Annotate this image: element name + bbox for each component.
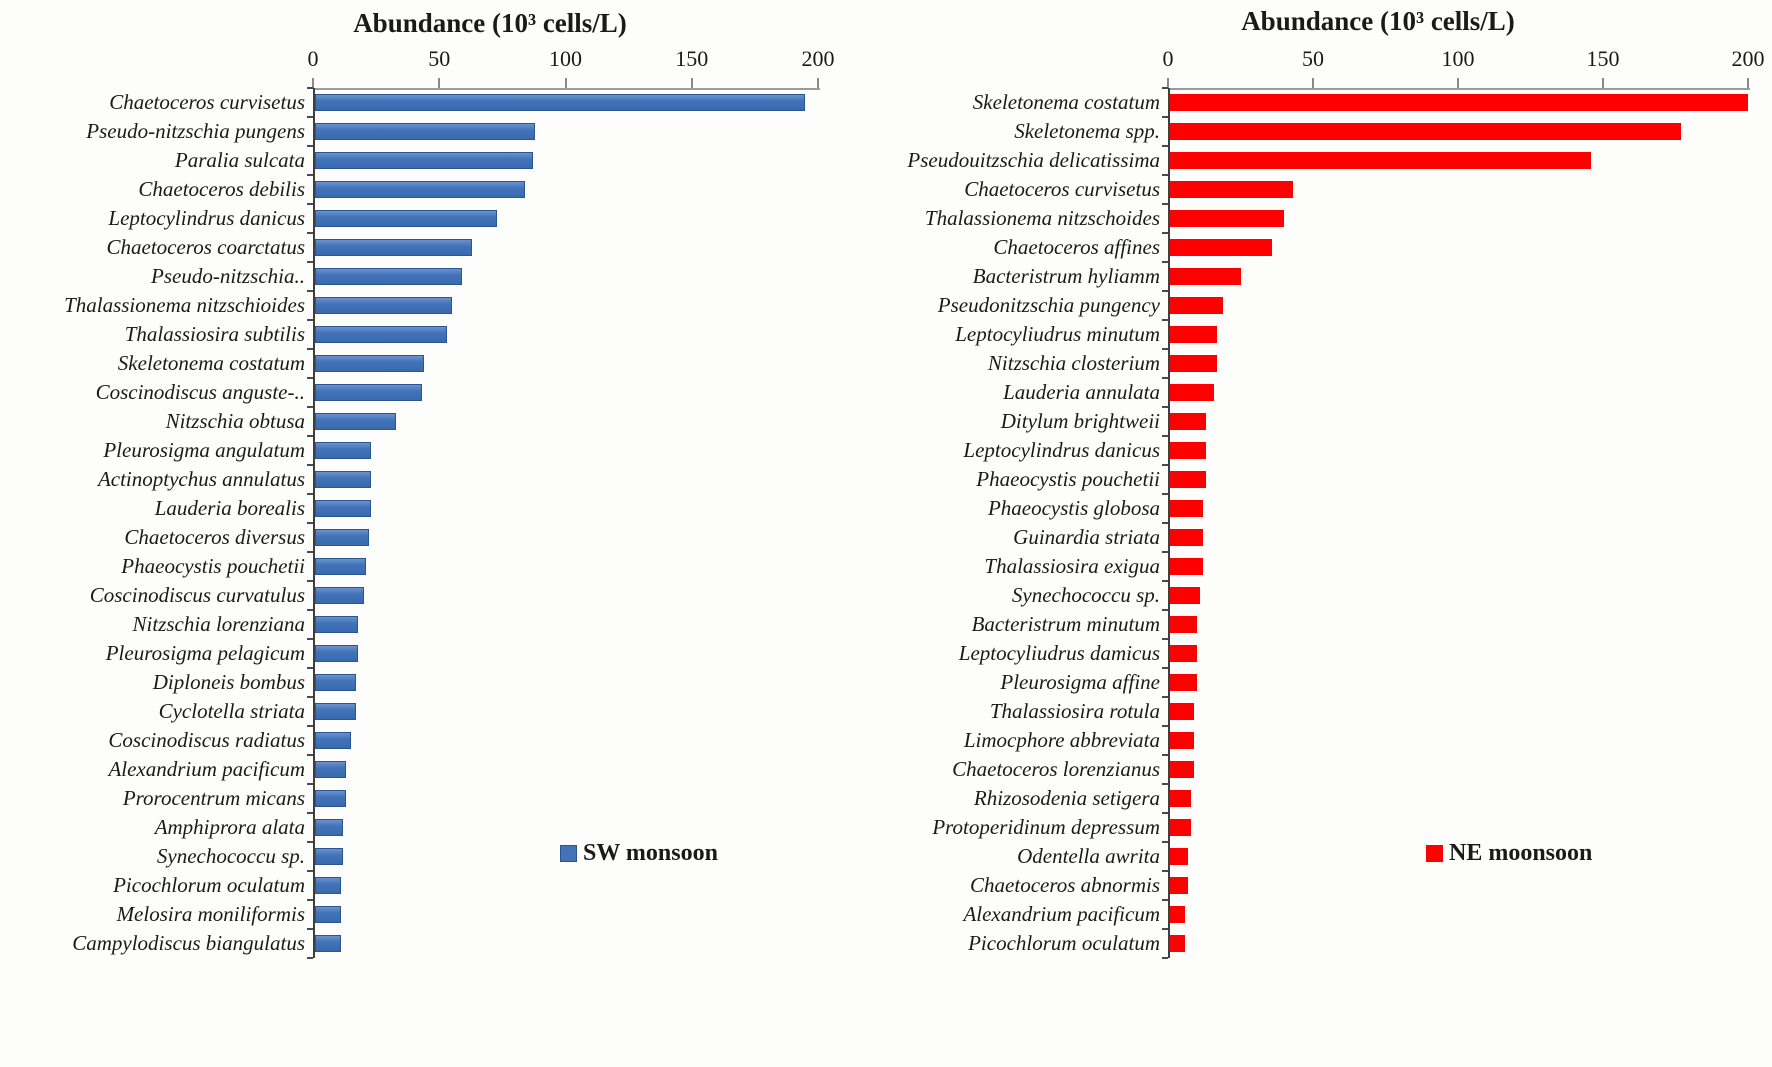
- bar: [1170, 500, 1203, 517]
- bar: [1170, 819, 1191, 836]
- category-axis-tick: [307, 174, 313, 176]
- category-axis-tick: [1162, 464, 1168, 466]
- category-label: Lauderia annulata: [1003, 380, 1160, 404]
- category-axis-tick: [1162, 232, 1168, 234]
- category-label: Chaetoceros diversus: [124, 525, 305, 549]
- category-label: Picochlorum oculatum: [113, 873, 305, 897]
- bar: [315, 877, 341, 894]
- category-label: Leptocylindrus danicus: [108, 206, 305, 230]
- category-axis-tick: [1162, 319, 1168, 321]
- bar: [1170, 935, 1185, 952]
- category-axis-tick: [307, 928, 313, 930]
- category-label: Phaeocystis pouchetii: [121, 554, 305, 578]
- category-axis-tick: [1162, 870, 1168, 872]
- category-axis-tick: [1162, 725, 1168, 727]
- category-label: Skeletonema costatum: [972, 90, 1160, 114]
- bar: [315, 645, 358, 662]
- bar: [315, 181, 525, 198]
- bar: [1170, 471, 1206, 488]
- chart-ne-monsoon: [830, 0, 1772, 1067]
- bar: [315, 500, 371, 517]
- bar: [1170, 703, 1194, 720]
- value-axis-tick-label: 100: [549, 46, 582, 71]
- value-axis-tick-label: 100: [1441, 46, 1475, 71]
- category-label: Pseudo-nitzschia pungens: [86, 119, 305, 143]
- category-axis-tick: [1162, 754, 1168, 756]
- category-label: Bacteristrum hyliamm: [972, 264, 1160, 288]
- category-axis-tick: [1162, 116, 1168, 118]
- category-label: Pleurosigma pelagicum: [105, 641, 305, 665]
- bar: [315, 587, 364, 604]
- bar: [1170, 558, 1203, 575]
- bar: [1170, 181, 1293, 198]
- category-axis-tick: [307, 116, 313, 118]
- category-label: Thalassiosira rotula: [989, 699, 1160, 723]
- category-label: Thalassionema nitzschoides: [924, 206, 1160, 230]
- category-axis-tick: [307, 696, 313, 698]
- bar: [1170, 123, 1681, 140]
- category-label: Rhizosodenia setigera: [973, 786, 1160, 810]
- value-axis-tick: [691, 78, 693, 88]
- value-axis-tick-label: 150: [675, 46, 709, 71]
- category-axis-tick: [1162, 812, 1168, 814]
- category-axis-tick: [307, 667, 313, 669]
- category-axis-tick: [307, 261, 313, 263]
- category-label: Chaetoceros debilis: [138, 177, 305, 201]
- category-label: Diploneis bombus: [152, 670, 305, 694]
- bar: [1170, 326, 1217, 343]
- category-label: Chaetoceros curvisetus: [964, 177, 1160, 201]
- category-axis-tick: [307, 725, 313, 727]
- category-label: Prorocentrum micans: [122, 786, 305, 810]
- bar: [315, 355, 424, 372]
- bar: [1170, 645, 1197, 662]
- category-label: Synechococcu sp.: [156, 844, 305, 868]
- category-label: Bacteristrum minutum: [971, 612, 1160, 636]
- legend-swatch-blue: [560, 845, 577, 862]
- value-axis-tick-label: 50: [428, 46, 451, 71]
- category-axis-tick: [1162, 928, 1168, 930]
- chart-sw-monsoon: [0, 0, 835, 1067]
- bar: [315, 558, 366, 575]
- bar: [1170, 239, 1272, 256]
- category-label: Chaetoceros curvisetus: [109, 90, 305, 114]
- bar: [315, 935, 341, 952]
- category-axis-tick: [1162, 638, 1168, 640]
- chart-title: Abundance (10³ cells/L): [353, 8, 627, 38]
- category-axis-tick: [1162, 174, 1168, 176]
- legend-sw-monsoon: [560, 840, 718, 867]
- category-axis-tick: [1162, 841, 1168, 843]
- category-label: Alexandrium pacificum: [963, 902, 1160, 926]
- category-label: Actinoptychus annulatus: [97, 467, 305, 491]
- value-axis-tick-label: 200: [1731, 46, 1765, 71]
- category-axis-tick: [1162, 899, 1168, 901]
- legend-swatch-red: [1426, 845, 1443, 862]
- category-axis-tick: [307, 522, 313, 524]
- category-label: Phaeocystis globosa: [987, 496, 1160, 520]
- category-axis-tick: [1162, 435, 1168, 437]
- category-label: Pseudouitzschia delicatissima: [907, 148, 1160, 172]
- category-axis-tick: [307, 783, 313, 785]
- category-axis-tick: [307, 87, 313, 89]
- category-label: Nitzschia closterium: [987, 351, 1160, 375]
- category-label: Alexandrium pacificum: [108, 757, 305, 781]
- value-axis-tick: [1457, 78, 1459, 88]
- bar: [1170, 384, 1214, 401]
- value-axis-tick: [1747, 78, 1749, 88]
- bar: [315, 790, 346, 807]
- category-label: Pleurosigma affine: [1000, 670, 1160, 694]
- bar: [1170, 442, 1206, 459]
- category-label: Chaetoceros affines: [993, 235, 1160, 259]
- legend-label: SW monsoon: [583, 840, 718, 866]
- category-label: Limocphore abbreviata: [963, 728, 1160, 752]
- category-axis-tick: [307, 899, 313, 901]
- category-label: Thalassiosira subtilis: [124, 322, 305, 346]
- bar: [1170, 587, 1200, 604]
- value-axis-tick: [438, 78, 440, 88]
- bar: [315, 529, 369, 546]
- bar: [1170, 877, 1188, 894]
- category-axis-tick: [307, 812, 313, 814]
- category-axis-tick: [307, 464, 313, 466]
- bar: [315, 384, 422, 401]
- bar: [315, 297, 452, 314]
- value-axis-tick-label: 50: [1302, 46, 1324, 71]
- category-axis-tick: [1162, 87, 1168, 89]
- bar: [1170, 790, 1191, 807]
- bar: [315, 152, 533, 169]
- category-label: Ditylum brightweii: [1000, 409, 1160, 433]
- category-label: Coscinodiscus anguste-..: [95, 380, 305, 404]
- bar: [315, 442, 371, 459]
- category-axis-tick: [307, 638, 313, 640]
- bar: [315, 761, 346, 778]
- bar: [315, 848, 343, 865]
- category-label: Campylodiscus biangulatus: [72, 931, 305, 955]
- category-axis-tick: [307, 841, 313, 843]
- category-axis-tick: [1162, 551, 1168, 553]
- category-axis-tick: [307, 957, 313, 959]
- bar: [1170, 268, 1241, 285]
- category-label: Thalassiosira exigua: [984, 554, 1160, 578]
- category-label: Amphiprora alata: [154, 815, 305, 839]
- category-axis-tick: [307, 406, 313, 408]
- category-label: Skeletonema costatum: [117, 351, 305, 375]
- category-axis-tick: [307, 580, 313, 582]
- bar: [315, 210, 497, 227]
- category-axis-tick: [307, 551, 313, 553]
- category-label: Chaetoceros abnormis: [970, 873, 1160, 897]
- value-axis-tick: [565, 78, 567, 88]
- category-axis-tick: [1162, 667, 1168, 669]
- category-label: Pseudonitzschia pungency: [937, 293, 1160, 317]
- bar: [1170, 529, 1203, 546]
- category-label: Cyclotella striata: [158, 699, 305, 723]
- bar: [315, 268, 462, 285]
- category-axis-tick: [307, 290, 313, 292]
- category-label: Coscinodiscus curvatulus: [89, 583, 305, 607]
- bar: [315, 413, 396, 430]
- bar: [1170, 297, 1223, 314]
- category-label: Odentella awrita: [1017, 844, 1160, 868]
- category-label: Paralia sulcata: [174, 148, 305, 172]
- category-axis-tick: [1162, 145, 1168, 147]
- category-axis-tick: [1162, 783, 1168, 785]
- category-axis-tick: [307, 435, 313, 437]
- bar: [1170, 761, 1194, 778]
- category-label: Skeletonema spp.: [1014, 119, 1160, 143]
- bar: [1170, 848, 1188, 865]
- bar: [315, 616, 358, 633]
- category-label: Picochlorum oculatum: [968, 931, 1160, 955]
- category-label: Nitzschia obtusa: [165, 409, 305, 433]
- category-axis-tick: [307, 754, 313, 756]
- category-axis-tick: [307, 203, 313, 205]
- bar: [315, 239, 472, 256]
- category-axis-tick: [1162, 493, 1168, 495]
- category-axis-tick: [1162, 203, 1168, 205]
- category-label: Chaetoceros coarctatus: [106, 235, 305, 259]
- category-axis-tick: [307, 145, 313, 147]
- category-label: Guinardia striata: [1013, 525, 1160, 549]
- category-axis-tick: [307, 377, 313, 379]
- category-axis-tick: [1162, 957, 1168, 959]
- category-axis-tick: [1162, 522, 1168, 524]
- value-axis-tick: [817, 78, 819, 88]
- category-label: Coscinodiscus radiatus: [108, 728, 305, 752]
- bar: [315, 471, 371, 488]
- bar: [315, 906, 341, 923]
- value-axis-tick-label: 0: [1162, 46, 1174, 71]
- bar: [1170, 355, 1217, 372]
- bar: [1170, 210, 1284, 227]
- category-label: Leptocylindrus danicus: [963, 438, 1160, 462]
- value-axis-line: [313, 88, 820, 90]
- category-axis-tick: [1162, 406, 1168, 408]
- legend-label: NE moonsoon: [1449, 840, 1593, 866]
- bar: [315, 674, 356, 691]
- category-axis-tick: [1162, 580, 1168, 582]
- category-axis-tick: [1162, 348, 1168, 350]
- bar: [1170, 152, 1591, 169]
- category-label: Synechococcu sp.: [1011, 583, 1160, 607]
- category-label: Leptocyliudrus minutum: [955, 322, 1160, 346]
- category-label: Leptocyliudrus damicus: [958, 641, 1160, 665]
- bar: [1170, 732, 1194, 749]
- category-axis-tick: [1162, 261, 1168, 263]
- category-axis-tick: [307, 870, 313, 872]
- category-label: Thalassionema nitzschioides: [64, 293, 305, 317]
- bar: [1170, 674, 1197, 691]
- chart-title: Abundance (10³ cells/L): [1241, 6, 1515, 36]
- category-axis-tick: [1162, 377, 1168, 379]
- category-label: Pleurosigma angulatum: [103, 438, 305, 462]
- category-label: Protoperidinum depressum: [932, 815, 1160, 839]
- bar: [1170, 616, 1197, 633]
- value-axis-tick: [1602, 78, 1604, 88]
- bar: [1170, 413, 1206, 430]
- value-axis-line: [1168, 88, 1750, 90]
- bar: [1170, 906, 1185, 923]
- category-label: Phaeocystis pouchetii: [976, 467, 1160, 491]
- category-axis-tick: [1162, 290, 1168, 292]
- bar: [1170, 94, 1748, 111]
- value-axis-tick: [1312, 78, 1314, 88]
- category-label: Melosira moniliformis: [116, 902, 305, 926]
- category-axis-tick: [1162, 696, 1168, 698]
- category-label: Lauderia borealis: [154, 496, 305, 520]
- bar: [315, 123, 535, 140]
- category-axis-tick: [307, 493, 313, 495]
- value-axis-tick-label: 150: [1586, 46, 1620, 71]
- category-axis-tick: [307, 319, 313, 321]
- bar: [315, 326, 447, 343]
- category-axis-tick: [307, 348, 313, 350]
- category-axis-tick: [307, 232, 313, 234]
- value-axis-tick-label: 0: [307, 46, 319, 71]
- category-label: Pseudo-nitzschia..: [151, 264, 305, 288]
- category-label: Nitzschia lorenziana: [132, 612, 305, 636]
- category-label: Chaetoceros lorenzianus: [952, 757, 1160, 781]
- legend-ne-monsoon: [1426, 840, 1592, 867]
- bar: [315, 732, 351, 749]
- category-axis-tick: [307, 609, 313, 611]
- bar: [315, 819, 343, 836]
- category-axis-tick: [1162, 609, 1168, 611]
- value-axis-tick-label: 200: [801, 46, 835, 71]
- bar: [315, 703, 356, 720]
- bar: [315, 94, 805, 111]
